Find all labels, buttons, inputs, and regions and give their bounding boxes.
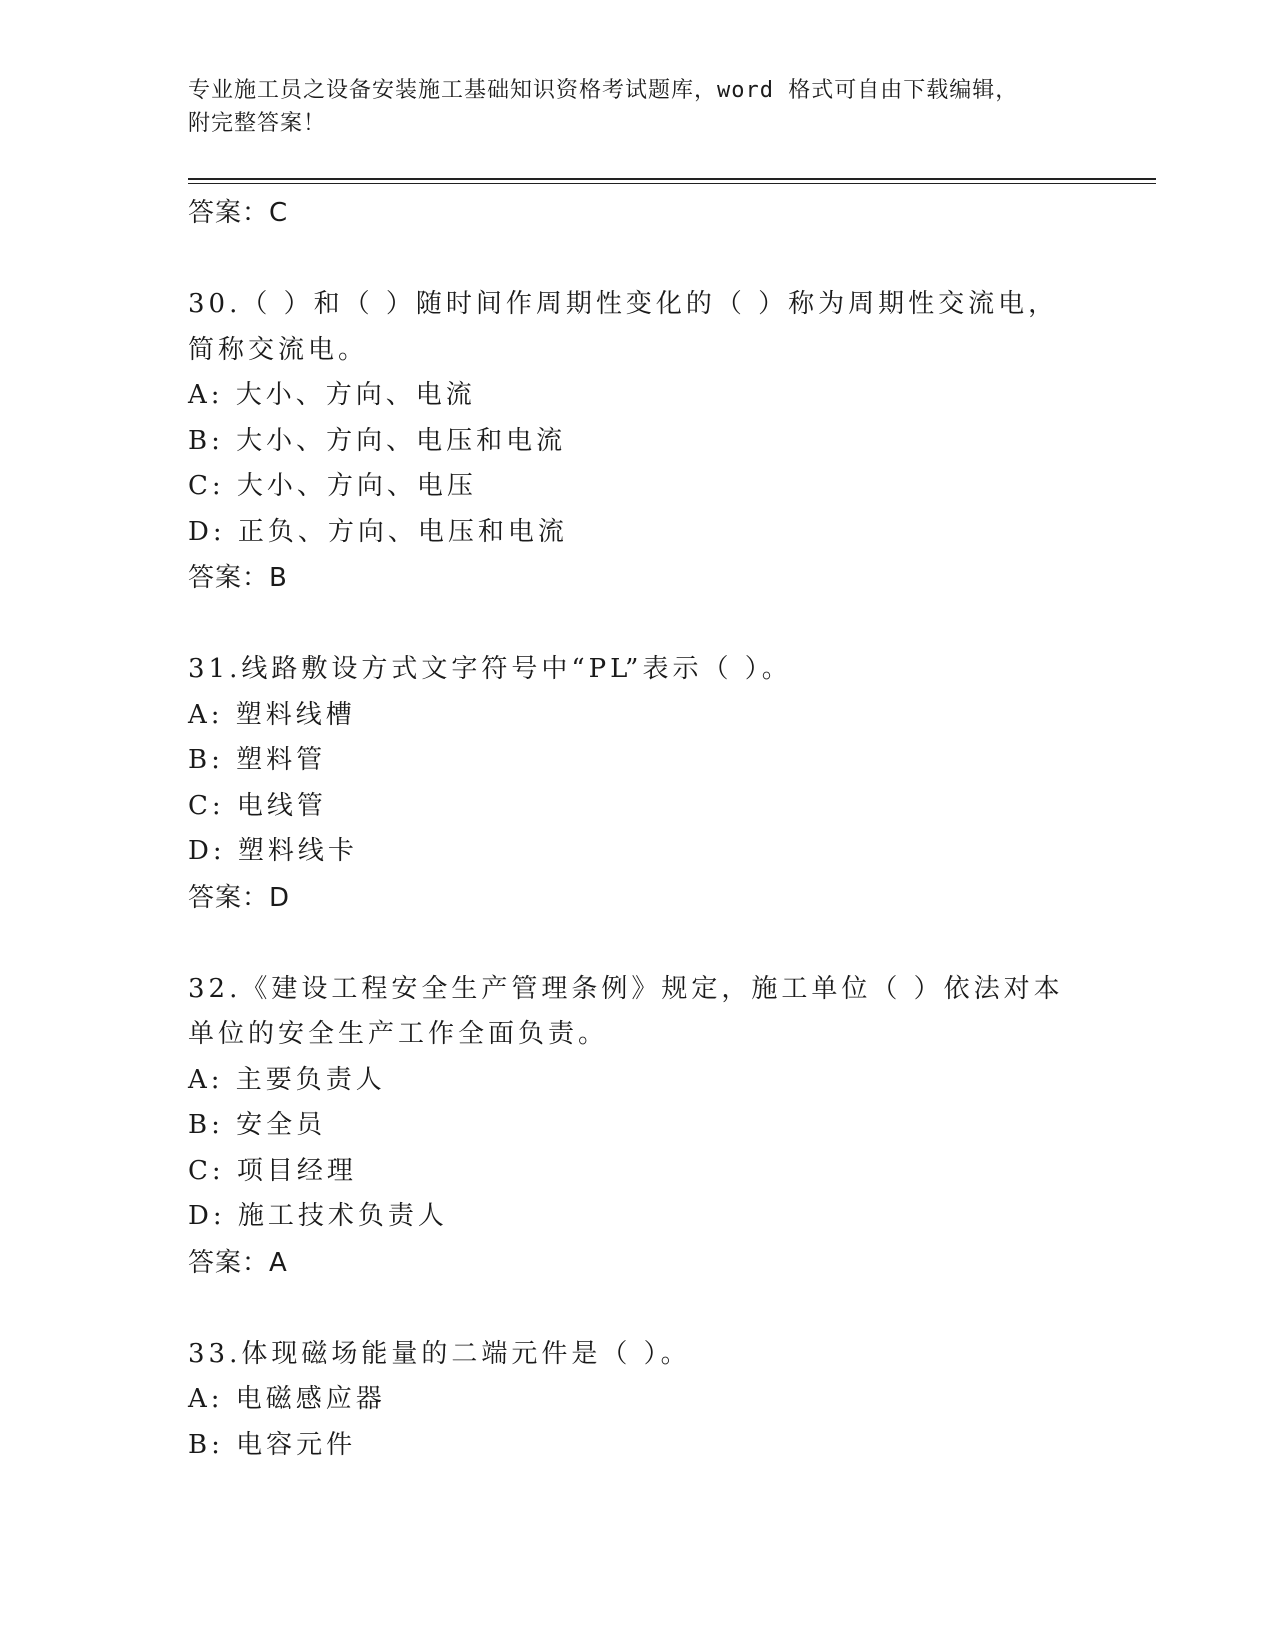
question-stem: 32.《建设工程安全生产管理条例》规定，施工单位（ ）依法对本单位的安全生产工作全面负责。 — [188, 973, 1064, 1049]
option-b: B: 电容元件 — [188, 1429, 357, 1460]
option-a: A: 电磁感应器 — [188, 1384, 386, 1414]
option-d: D: 施工技术负责人 — [188, 1201, 448, 1231]
option-d: D: 塑料线卡 — [188, 836, 358, 866]
answer: 答案：D — [188, 882, 291, 913]
question-32 — [188, 967, 1088, 1286]
header-divider-thick — [188, 178, 1156, 180]
option-c: C: 电线管 — [188, 790, 327, 821]
option-a: A: 主要负责人 — [188, 1064, 386, 1095]
question-stem: 30.（ ）和（ ）随时间作周期性变化的（ ）称为周期性交流电，简称交流电。 — [188, 289, 1059, 365]
option-b: B: 大小、方向、电压和电流 — [188, 425, 567, 456]
option-c: C: 项目经理 — [188, 1155, 357, 1186]
option-b: B: 安全员 — [188, 1110, 327, 1140]
question-30 — [188, 282, 1088, 601]
answer: 答案：A — [188, 1247, 288, 1278]
question-31 — [188, 647, 1088, 921]
option-a: A: 大小、方向、电流 — [188, 380, 476, 410]
header-line-1: 专业施工员之设备安装施工基础知识资格考试题库，word 格式可自由下载编辑， — [188, 78, 1019, 103]
document-header — [188, 74, 1068, 140]
option-b: B: 塑料管 — [188, 745, 327, 775]
question-33 — [188, 1332, 1088, 1469]
option-c: C: 大小、方向、电压 — [188, 471, 477, 501]
option-d: D: 正负、方向、电压和电流 — [188, 516, 568, 547]
question-stem: 31.线路敷设方式文字符号中“PL”表示（ ）。 — [188, 654, 792, 684]
question-stem: 33.体现磁场能量的二端元件是（ ）。 — [188, 1338, 691, 1369]
option-a: A: 塑料线槽 — [188, 699, 356, 730]
header-line-2: 附完整答案！ — [188, 111, 327, 136]
header-divider-thin — [188, 183, 1156, 184]
previous-answer: 答案：C — [188, 198, 289, 228]
answer: 答案：B — [188, 563, 288, 593]
question-list — [188, 190, 1088, 1468]
